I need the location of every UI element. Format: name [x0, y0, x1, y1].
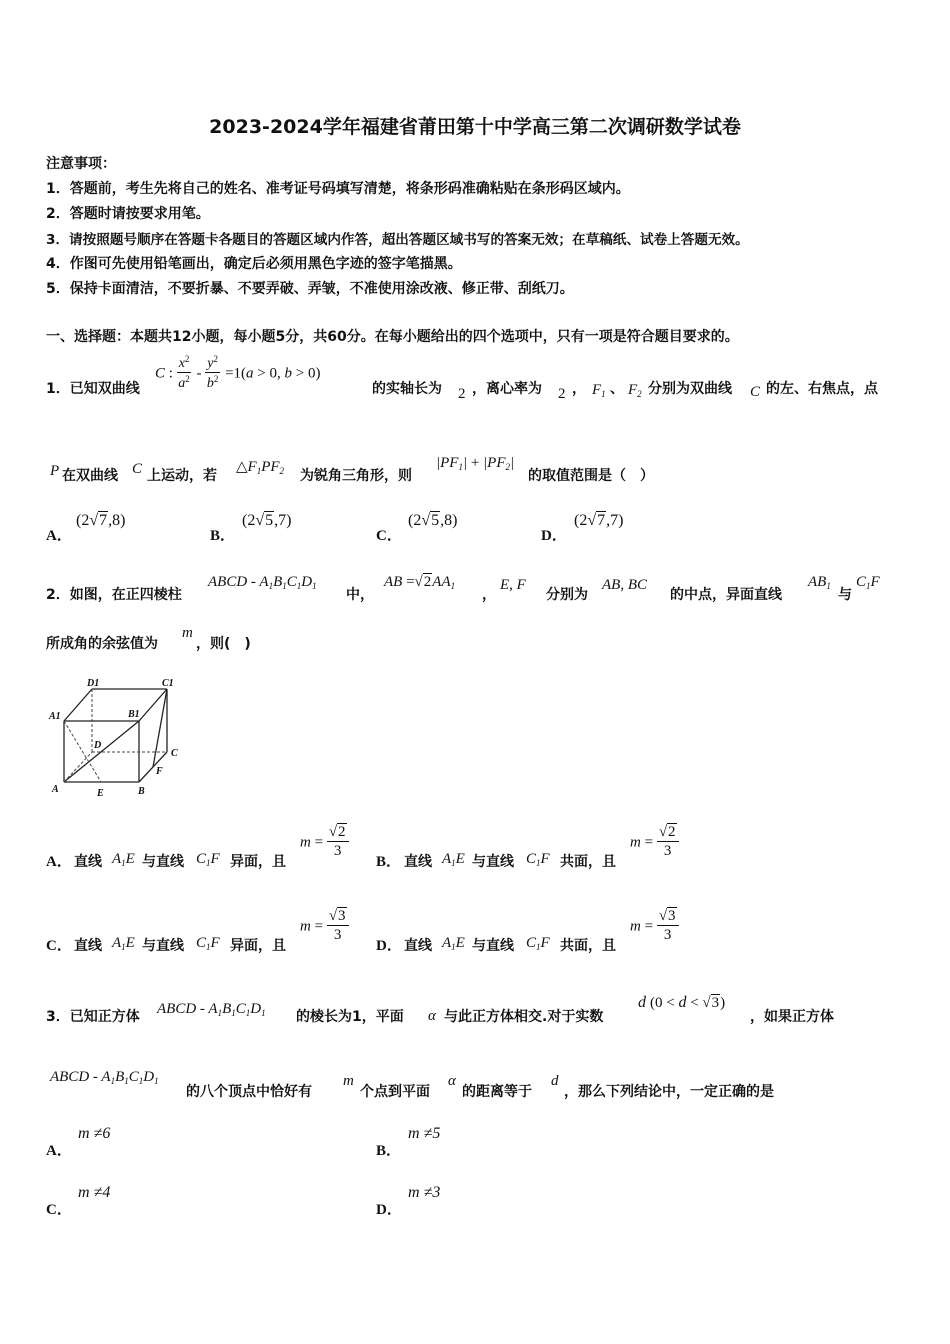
q1-math: C: [132, 461, 143, 477]
q2-text: ，: [482, 587, 496, 603]
q2-option-a-text[interactable]: 直线: [74, 854, 102, 870]
q2-math: $C_1F$: [196, 935, 220, 952]
q2-math: $AB_1$: [808, 574, 831, 591]
segment-a1e: [64, 721, 101, 782]
q1-option-d-label[interactable]: D．: [541, 528, 567, 544]
q3-option-b-label[interactable]: B．: [376, 1143, 402, 1159]
q3-text: 的距离等于: [462, 1084, 532, 1100]
q1-option-a-value[interactable]: (2√7,8): [76, 512, 126, 529]
q1-math: C: [750, 384, 761, 400]
q3-math: ABCD - $A_1B_1C_1D_1$: [157, 1001, 266, 1018]
q1-text: 分别为双曲线: [648, 381, 732, 397]
label-d: D: [94, 740, 102, 751]
q3-math: ABCD - $A_1B_1C_1D_1$: [50, 1069, 159, 1086]
q3-option-c-value[interactable]: m ≠4: [78, 1184, 111, 1201]
q1-text: 1．已知双曲线: [46, 381, 140, 397]
q2-option-a-text[interactable]: 异面，且: [230, 854, 286, 870]
label-f: F: [156, 766, 163, 777]
label-e: E: [97, 788, 104, 799]
label-b: B: [138, 786, 145, 797]
q2-option-c-text[interactable]: 直线: [74, 938, 102, 954]
q1-text: 在双曲线: [62, 468, 118, 484]
q2-math: ABCD - $A_1B_1C_1D_1$: [208, 574, 317, 591]
q1-option-d-value[interactable]: (2√7,7): [574, 512, 624, 529]
q2-option-d-value[interactable]: m = $\frac{√3}{3}$: [630, 909, 679, 943]
label-c1: C1: [162, 678, 174, 689]
q1-text: ，离心率为: [472, 381, 542, 397]
q2-option-b-text[interactable]: 共面，且: [560, 854, 616, 870]
q3-option-c-label[interactable]: C．: [46, 1202, 72, 1218]
q1-option-a-label[interactable]: A．: [46, 528, 72, 544]
q2-text: 中，: [346, 587, 374, 603]
q3-text: ，那么下列结论中，一定正确的是: [564, 1084, 774, 1100]
q2-option-a-label[interactable]: A．: [46, 854, 72, 870]
q2-option-a-value[interactable]: m = $\frac{√2}{3}$: [300, 825, 349, 859]
q1-math: $|PF_1| + |PF_2|$: [436, 455, 515, 472]
prism-figure: [46, 676, 196, 800]
q2-math: E, F: [500, 577, 526, 593]
q1-math: $F_1$: [592, 382, 606, 399]
label-a: A: [52, 784, 59, 795]
q3-math: d (0 < d < √3): [638, 994, 726, 1011]
q2-option-d-text[interactable]: 与直线: [472, 938, 514, 954]
edge-ad: [64, 752, 92, 782]
q2-text: 与: [838, 587, 852, 603]
label-d1: D1: [87, 678, 100, 689]
q3-text: ，如果正方体: [750, 1009, 834, 1025]
q3-math: α: [448, 1073, 456, 1089]
q2-math: AB, BC: [602, 577, 647, 593]
q2-option-b-value[interactable]: m = $\frac{√2}{3}$: [630, 825, 679, 859]
q2-option-b-label[interactable]: B．: [376, 854, 402, 870]
label-b1: B1: [128, 709, 140, 720]
q2-math: $A_1E$: [442, 935, 465, 952]
notice-item: 1．答题前，考生先将自己的姓名、准考证号码填写清楚，将条形码准确粘贴在条形码区域内。: [46, 181, 630, 197]
q3-option-a-value[interactable]: m ≠6: [78, 1125, 111, 1142]
q1-text: 上运动，若: [147, 468, 217, 484]
segment-fc1: [153, 689, 167, 767]
notice-item: 3．请按照题号顺序在答题卡各题目的答题区域内作答，超出答题区域书写的答案无效；在草稿纸、试卷上答题无效。: [46, 232, 749, 248]
q2-math: $C_1F$: [856, 574, 880, 591]
q1-option-c-value[interactable]: (2√5,8): [408, 512, 458, 529]
q1-hyperbola-equation: C : $\frac{x^2}{a^2}$ - $\frac{y^2}{b^2}$ =1(a > 0, b > 0): [155, 354, 321, 391]
edge-a1d1: [64, 689, 92, 721]
q3-option-b-value[interactable]: m ≠5: [408, 1125, 441, 1142]
q2-option-c-text[interactable]: 异面，且: [230, 938, 286, 954]
q1-math: $\triangle F_1PF_2$: [236, 459, 285, 476]
q3-text: 的棱长为1，平面: [296, 1009, 404, 1025]
section-heading: 一、选择题：本题共12小题，每小题5分，共60分。在每小题给出的四个选项中，只有一项是符合题目要求的。: [46, 329, 739, 345]
notice-item: 2．答题时请按要求用笔。: [46, 206, 210, 222]
q3-text: 3．已知正方体: [46, 1009, 140, 1025]
label-c: C: [171, 748, 178, 759]
q2-option-b-text[interactable]: 直线: [404, 854, 432, 870]
label-a1: A1: [49, 711, 61, 722]
notice-heading: 注意事项：: [46, 156, 116, 172]
q2-option-c-value[interactable]: m = $\frac{√3}{3}$: [300, 909, 349, 943]
q2-option-d-text[interactable]: 直线: [404, 938, 432, 954]
q3-text: 的八个顶点中恰好有: [186, 1084, 312, 1100]
q1-option-b-label[interactable]: B．: [210, 528, 236, 544]
q2-option-c-label[interactable]: C．: [46, 938, 72, 954]
q2-option-d-label[interactable]: D．: [376, 938, 402, 954]
q2-math: m: [182, 625, 193, 641]
q3-option-d-label[interactable]: D．: [376, 1202, 402, 1218]
q2-math: $C_1F$: [526, 851, 550, 868]
q2-option-a-text[interactable]: 与直线: [142, 854, 184, 870]
q2-text: 的中点，异面直线: [670, 587, 782, 603]
q2-option-c-text[interactable]: 与直线: [142, 938, 184, 954]
q3-math: α: [428, 1008, 436, 1024]
q2-text: ，则( ): [196, 636, 251, 652]
q1-math: $F_2$: [628, 382, 642, 399]
q1-option-b-value[interactable]: (2√5,7): [242, 512, 292, 529]
q2-math: $C_1F$: [196, 851, 220, 868]
q1-text: 的左、右焦点，点: [766, 381, 878, 397]
q1-text: 为锐角三角形，则: [300, 468, 412, 484]
q2-math: $C_1F$: [526, 935, 550, 952]
q2-text: 分别为: [546, 587, 588, 603]
q3-math: d: [551, 1073, 559, 1089]
q1-text: 的取值范围是（ ）: [528, 468, 654, 484]
notice-item: 4．作图可先使用铅笔画出，确定后必须用黑色字迹的签字笔描黑。: [46, 256, 462, 272]
q2-text: 所成角的余弦值为: [46, 636, 158, 652]
q1-option-c-label[interactable]: C．: [376, 528, 402, 544]
q2-math: $A_1E$: [112, 851, 135, 868]
q1-math: P: [50, 463, 60, 479]
q1-value: 2: [458, 386, 466, 402]
q1-text: 、: [610, 381, 624, 397]
q3-text: 与此正方体相交.对于实数: [444, 1009, 604, 1025]
q2-math: AB $=√2AA_1$: [384, 574, 456, 591]
edge-b1c1: [139, 689, 167, 721]
q3-option-d-value[interactable]: m ≠3: [408, 1184, 441, 1201]
notice-item: 5．保持卡面清洁，不要折暴、不要弄破、弄皱，不准使用涂改液、修正带、刮纸刀。: [46, 281, 574, 297]
q2-text: 2．如图，在正四棱柱: [46, 587, 182, 603]
q2-math: $A_1E$: [442, 851, 465, 868]
q3-math: m: [343, 1073, 354, 1089]
q3-text: 个点到平面: [360, 1084, 430, 1100]
q1-text: 的实轴长为: [372, 381, 442, 397]
q1-value: 2: [558, 386, 566, 402]
q2-option-d-text[interactable]: 共面，且: [560, 938, 616, 954]
q2-math: $A_1E$: [112, 935, 135, 952]
page-title: 2023-2024学年福建省莆田第十中学高三第二次调研数学试卷: [209, 116, 741, 138]
q3-option-a-label[interactable]: A．: [46, 1143, 72, 1159]
q2-option-b-text[interactable]: 与直线: [472, 854, 514, 870]
q1-text: ，: [572, 381, 586, 397]
